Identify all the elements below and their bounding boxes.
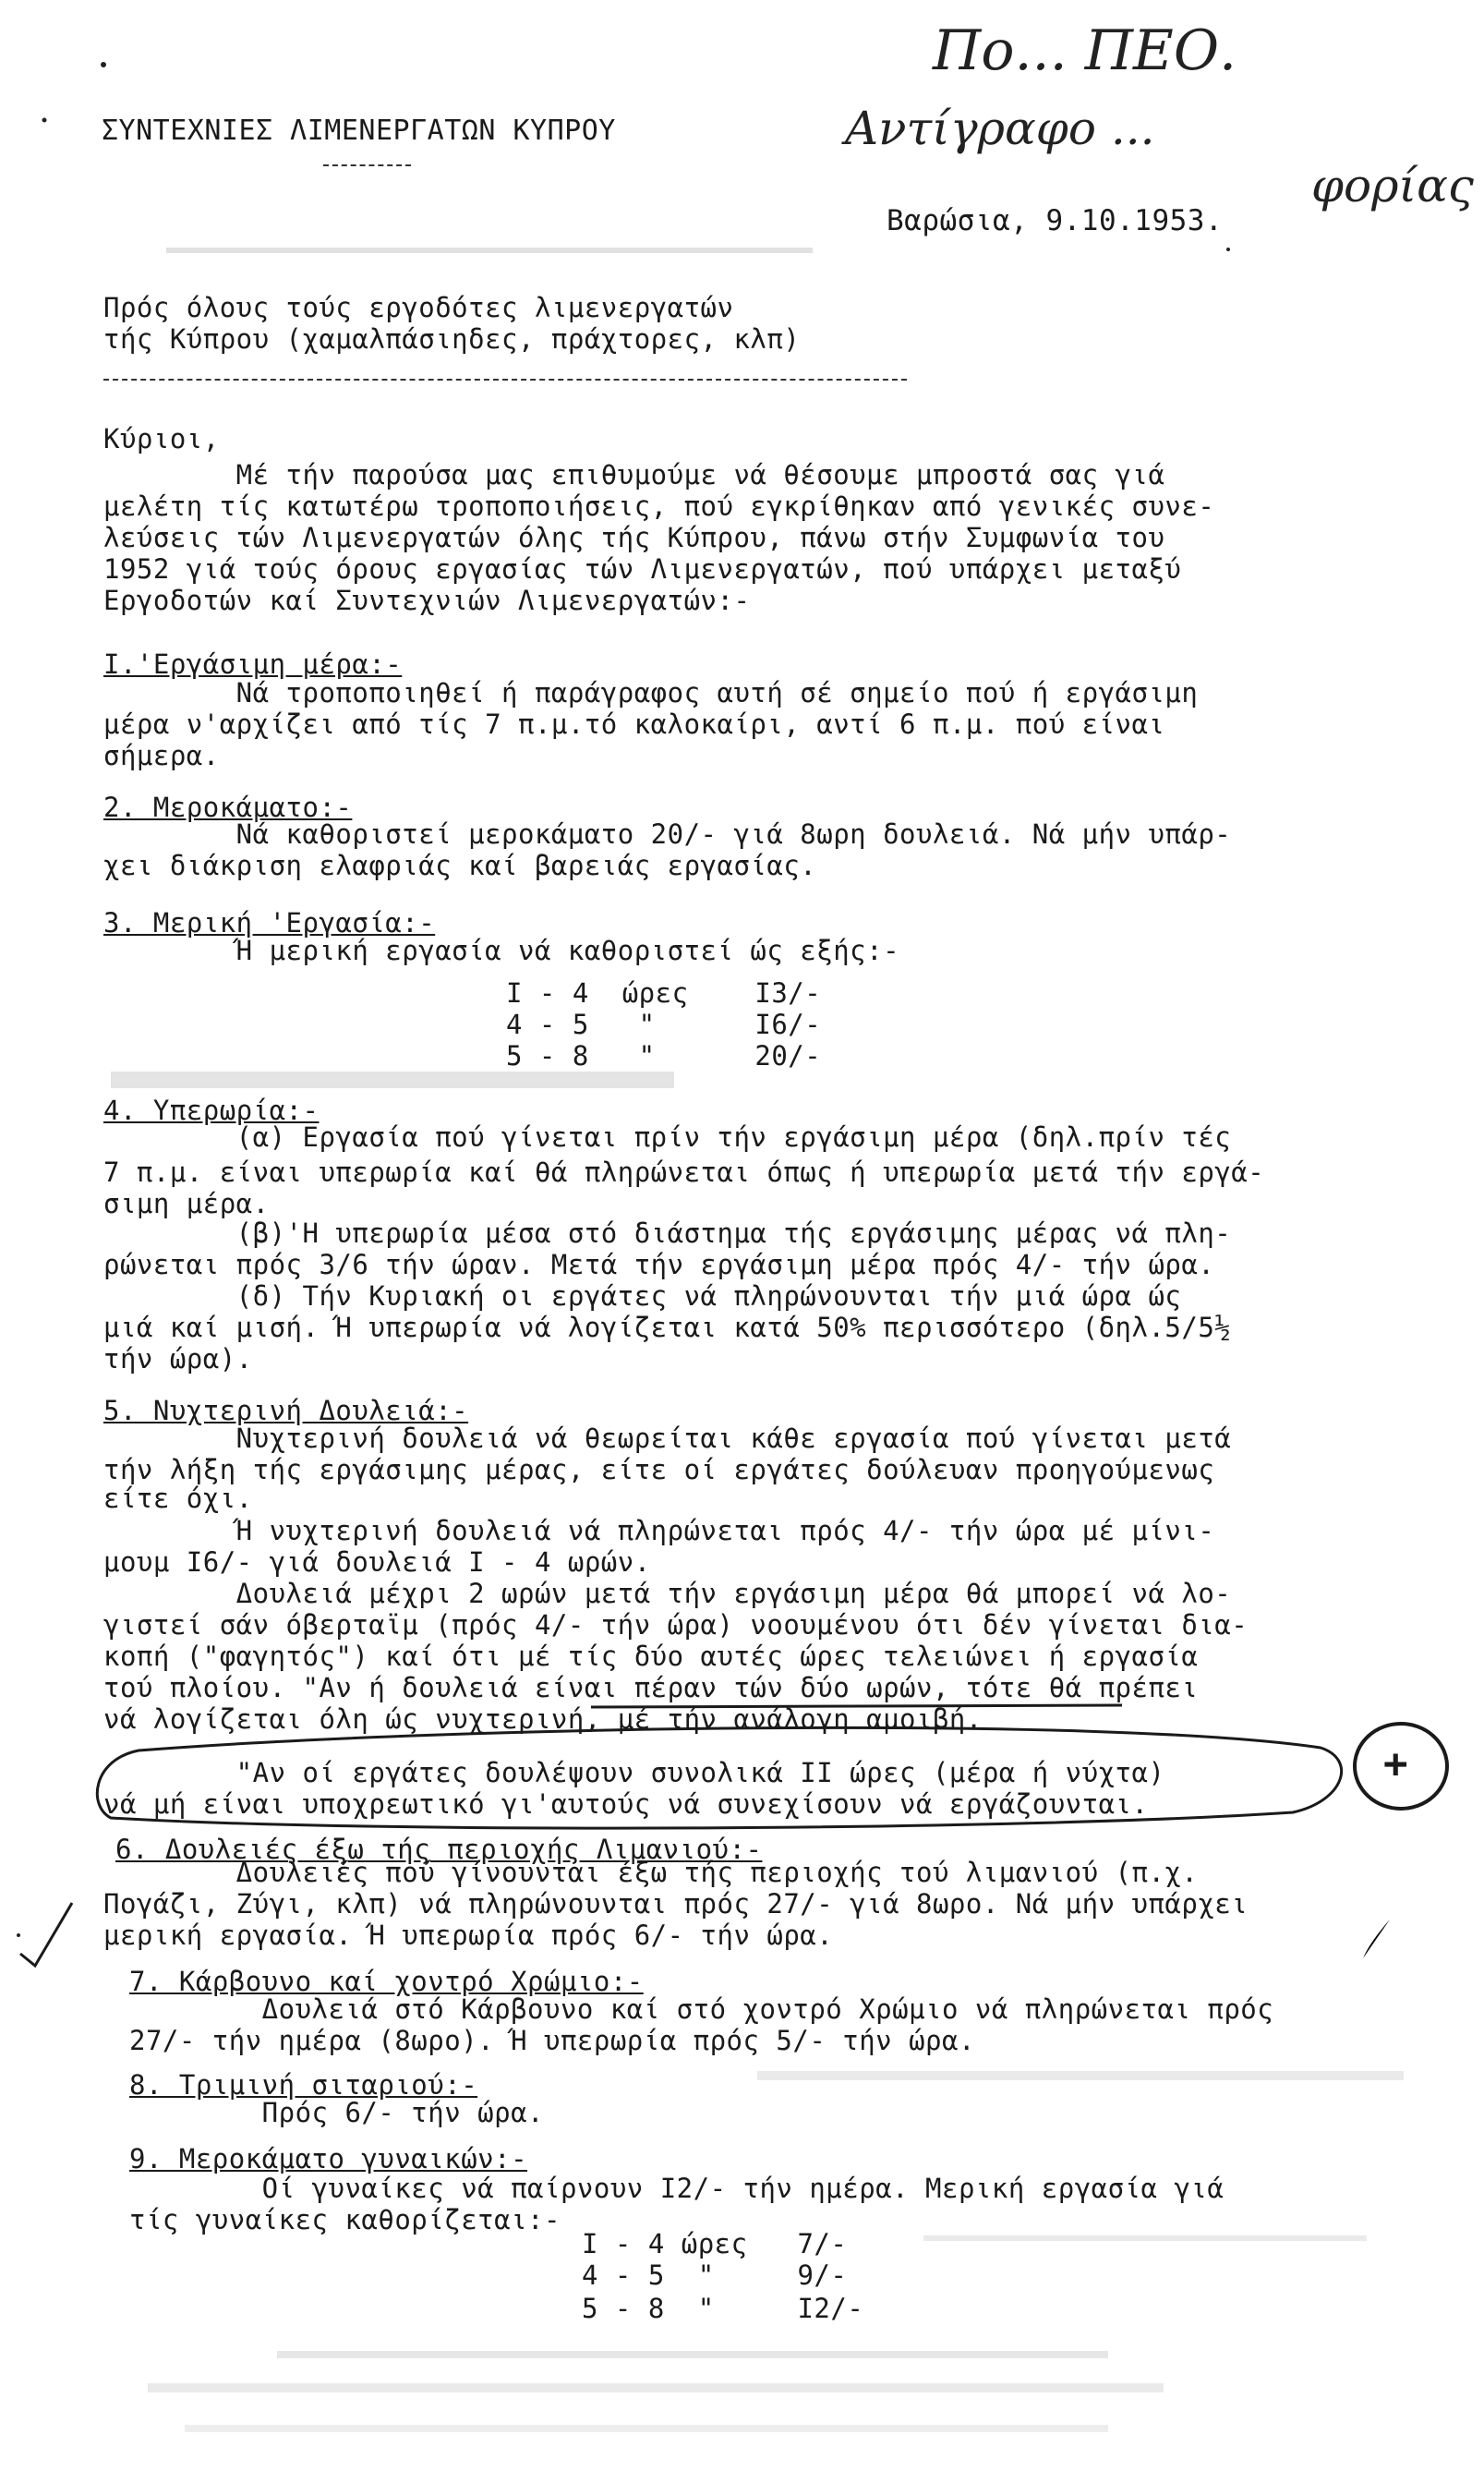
section-4-line: τήν ώρα). [103,1343,253,1375]
section-heading-8: 8. Τριμινή σιταριού:- [129,2069,478,2101]
section-2-line: χει διάκριση ελαφριάς καί βαρειάς εργασίας. [103,850,817,881]
intro-line: 1952 γιά τούς όρους εργασίας τών Λιμενεργατών, πού υπάρχει μεταξύ [103,553,1182,585]
section-7-line: Δουλειά στό Κάρβουνο καί στό χοντρό Χρώμιο νά πληρώνεται πρός [129,1993,1274,2025]
intro-line: λεύσεις τών Λιμενεργατών όλης τής Κύπρου, πάνω στήν Συμφωνία του [103,522,1165,553]
section-1-line: μέρα ν'αρχίζει από τίς 7 π.μ.τό καλοκαίρι, αντί 6 π.μ. πού είναι [103,709,1165,740]
section-4-line: (β)'Η υπερωρία μέσα στό διάστημα τής εργάσιμης μέρας νά πλη- [103,1217,1232,1249]
organization-title: ΣΥΝΤΕΧΝΙΕΣ ΛΙΜΕΝΕΡΓΑΤΩΝ ΚΥΠΡΟΥ [102,115,616,147]
section-5-line: Δουλειά μέχρι 2 ωρών μετά τήν εργάσιμη μέρα θά μπορεί νά λο- [103,1578,1232,1609]
section-2-line: Νά καθοριστεί μεροκάματο 20/- γιά 8ωρη δουλειά. Νά μήν υπάρ- [103,818,1232,850]
handwritten-note-line2: Αντίγραφο ... [845,102,1155,155]
section-5-line: "Αν οί εργάτες δουλέψουν συνολικά ΙΙ ώρες (μέρα ή νύχτα) [103,1757,1165,1788]
section-5-line: Νυχτερινή δουλειά νά θεωρείται κάθε εργασία πού γίνεται μετά [103,1423,1232,1454]
title-underline [323,164,411,166]
recipient-underline [103,379,907,381]
handwritten-note-line3: φορίας [1311,159,1474,212]
section-6-line: Πογάζι, Ζύγι, κλπ) νά πληρώνουνται πρός 27/- γιά 8ωρο. Νά μήν υπάρχει [103,1888,1249,1920]
handwritten-note-line1: Πο... ΠΕΟ. [933,18,1237,83]
section-4-line: (δ) Τήν Κυριακή οι εργάτες νά πληρώνουνται τήν μιά ώρα ώς [103,1280,1182,1312]
section-4-line: μιά καί μισή. Ή υπερωρία νά λογίζεται κατά 50% περισσότερο (δηλ.5/5½ [103,1312,1232,1343]
section-heading-9: 9. Μεροκάματο γυναικών:- [129,2143,528,2174]
section-7-line: 27/- τήν ημέρα (8ωρο). Ή υπερωρία πρός 5/- τήν ώρα. [129,2025,975,2056]
section-3-table-row: Ι - 4 ώρες Ι3/- [506,977,822,1009]
section-8-line: Πρός 6/- τήν ώρα. [129,2097,544,2128]
section-heading-5: 5. Νυχτερινή Δουλειά:- [103,1395,469,1426]
section-5-line: Ή νυχτερινή δουλειά νά πληρώνεται πρός 4/- τήν ώρα μέ μίνι- [103,1515,1215,1546]
section-5-line: γιστεί σάν όβερταϊμ (πρός 4/- τήν ώρα) νοουμένου ότι δέν γίνεται δια- [103,1609,1249,1641]
recipient-line2: τής Κύπρου (χαμαλπάσιηδες, πράχτορες, κλπ) [103,323,801,355]
section-1-line: Νά τροποποιηθεί ή παράγραφος αυτή σέ σημείο πού ή εργάσιμη [103,677,1199,709]
section-4-line: ρώνεται πρός 3/6 τήν ώραν. Μετά τήν εργάσιμη μέρα πρός 4/- τήν ώρα. [103,1249,1215,1280]
section-5-line: κοπή ("φαγητός") καί ότι μέ τίς δύο αυτές ώρες τελειώνει ή εργασία [103,1641,1199,1672]
intro-line: μελέτη τίς κατωτέρω τροποποιήσεις, πού εγκρίθηκαν από γενικές συνε- [103,491,1215,522]
section-1-line: σήμερα. [103,740,220,771]
section-4-line: σιμη μέρα. [103,1188,270,1219]
section-5-line: νά λογίζεται όλη ώς νυχτερινή, μέ τήν ανάλογη αμοιβή. [103,1703,983,1735]
section-heading-4: 4. Υπερωρία:- [103,1095,320,1126]
intro-line: Μέ τήν παρούσα μας επιθυμούμε νά θέσουμε μπροστά σας γιά [103,459,1165,491]
section-heading-3: 3. Μερική 'Εργασία:- [103,907,436,939]
section-9-table-row: 5 - 8 " Ι2/- [582,2293,864,2324]
section-4-line: 7 π.μ. είναι υπερωρία καί θά πληρώνεται όπως ή υπερωρία μετά τήν εργά- [103,1157,1265,1188]
section-heading-2: 2. Μεροκάματο:- [103,792,353,823]
section-6-line: Δουλειές πού γίνουνται έξω τής περιοχής τού λιμανιού (π.χ. [103,1857,1199,1888]
intro-line: Εργοδοτών καί Συντεχνιών Λιμενεργατών:- [103,585,751,616]
recipient-line1: Πρός όλους τούς εργοδότες λιμενεργατών [103,292,734,323]
section-4-line: (α) Εργασία πού γίνεται πρίν τήν εργάσιμη μέρα (δηλ.πρίν τές [103,1121,1232,1153]
section-5-line: νά μή είναι υποχρεωτικό γι'αυτούς νά συνεχίσουν νά εργάζουνται. [103,1788,1149,1820]
section-9-table-row: 4 - 5 " 9/- [582,2259,848,2291]
section-3-table-row: 4 - 5 " Ι6/- [506,1009,822,1040]
section-9-line: Οί γυναίκες νά παίρνουν Ι2/- τήν ημέρα. Μερική εργασία γιά [129,2173,1225,2204]
section-9-table-row: Ι - 4 ώρες 7/- [582,2228,848,2259]
section-5-line: τήν λήξη τής εργάσιμης μέρας, είτε οί εργάτες δούλευαν προηγούμενως [103,1454,1215,1485]
section-5-line: είτε όχι. [103,1483,253,1514]
section-3-table-row: 5 - 8 " 20/- [506,1040,822,1072]
section-6-line: μερική εργασία. Ή υπερωρία πρός 6/- τήν ώρα. [103,1920,834,1951]
section-heading-7: 7. Κάρβουνο καί χοντρό Χρώμιο:- [129,1966,644,1997]
section-5-line: μουμ Ι6/- γιά δουλειά Ι - 4 ωρών. [103,1546,651,1578]
section-9-line: τίς γυναίκες καθορίζεται:- [129,2204,561,2235]
section-heading-6: 6. Δουλειές έξω τής περιοχής Λιμανιού:- [115,1834,763,1865]
section-heading-1: Ι.'Εργάσιμη μέρα:- [103,648,403,680]
circled-plus-mark: + [1383,1740,1408,1787]
salutation: Κύριοι, [103,423,220,454]
place-date: Βαρώσια, 9.10.1953. [887,204,1224,237]
section-3-line: Ή μερική εργασία νά καθοριστεί ώς εξής:- [103,935,900,966]
section-5-line: τού πλοίου. "Αν ή δουλειά είναι πέραν τών δύο ωρών, τότε θά πρέπει [103,1672,1199,1703]
